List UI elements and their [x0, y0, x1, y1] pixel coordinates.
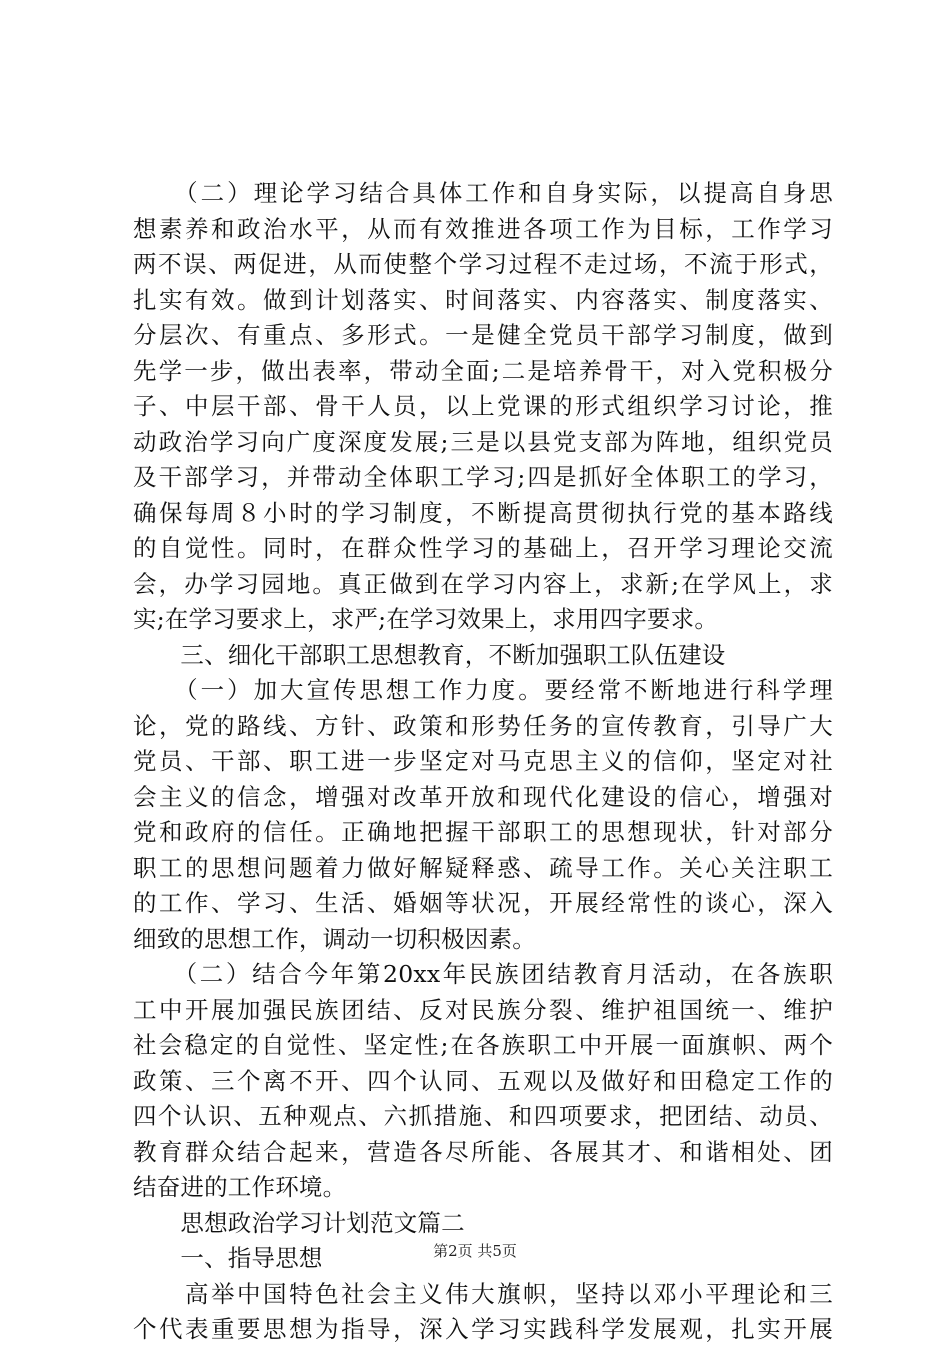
text-line: （一）加大宣传思想工作力度。要经常不断地进行科学理 [133, 676, 833, 704]
text-line: 一、指导思想 [133, 1244, 323, 1272]
text-line: 先学一步，做出表率，带动全面;二是培养骨干，对入党积极分 [133, 356, 833, 385]
text-line: 两不误、两促进，从而使整个学习过程不走过场，不流于形式， [133, 250, 833, 278]
text-line: 职工的思想问题着力做好解疑释惑、疏导工作。关心关注职工 [133, 853, 833, 882]
text-line: 三、细化干部职工思想教育，不断加强职工队伍建设 [133, 640, 726, 669]
text-line: （二）理论学习结合具体工作和自身实际，以提高自身思 [133, 179, 833, 207]
text-line: 党和政府的信任。正确地把握干部职工的思想现状，针对部分 [133, 818, 833, 846]
text-line: 实;在学习要求上，求严;在学习效果上，求用四字要求。 [133, 605, 719, 633]
text-line: 的自觉性。同时，在群众性学习的基础上，召开学习理论交流 [133, 534, 833, 562]
text-line: 政策、三个离不开、四个认同、五观以及做好和田稳定工作的 [133, 1066, 833, 1095]
text-line: 教育群众结合起来，营造各尽所能、各展其才、和谐相处、团 [133, 1137, 833, 1166]
text-line: 党员、干部、职工进一步坚定对马克思主义的信仰，坚定对社 [133, 747, 833, 775]
text-line: 结奋进的工作环境。 [133, 1173, 347, 1201]
text-line: 社会稳定的自觉性、坚定性;在各族职工中开展一面旗帜、两个 [133, 1031, 833, 1059]
text-line: 想素养和政治水平，从而有效推进各项工作为目标，工作学习 [133, 214, 833, 243]
text-line: 细致的思想工作，调动一切积极因素。 [133, 924, 536, 953]
text-line: 高举中国特色社会主义伟大旗帜，坚持以邓小平理论和三 [133, 1279, 833, 1308]
text-line: 会，办学习园地。真正做到在学习内容上，求新;在学风上，求 [133, 569, 833, 598]
text-line: 子、中层干部、骨干人员，以上党课的形式组织学习讨论，推 [133, 392, 833, 420]
text-line: 确保每周８小时的学习制度，不断提高贯彻执行党的基本路线 [133, 498, 833, 527]
text-line: 工中开展加强民族团结、反对民族分裂、维护祖国统一、维护 [133, 995, 833, 1024]
page-footer: 第2页 共5页 [433, 1242, 517, 1260]
text-line: 思想政治学习计划范文篇二 [133, 1208, 465, 1237]
text-line: （二）结合今年第20xx年民族团结教育月活动，在各族职 [133, 960, 833, 988]
text-line: 会主义的信念，增强对改革开放和现代化建设的信心，增强对 [133, 782, 833, 811]
text-line: 个代表重要思想为指导，深入学习实践科学发展观，扎实开展 [133, 1315, 833, 1343]
text-line: 及干部学习，并带动全体职工学习;四是抓好全体职工的学习， [133, 463, 833, 491]
text-line: 扎实有效。做到计划落实、时间落实、内容落实、制度落实、 [133, 285, 833, 314]
document-body [133, 176, 833, 1348]
text-line: 动政治学习向广度深度发展;三是以县党支部为阵地，组织党员 [133, 427, 833, 456]
text-line: 的工作、学习、生活、婚姻等状况，开展经常性的谈心，深入 [133, 889, 833, 917]
text-line: 论，党的路线、方针、政策和形势任务的宣传教育，引导广大 [133, 711, 833, 740]
text-line: 四个认识、五种观点、六抓措施、和四项要求，把团结、动员、 [133, 1102, 833, 1130]
text-line: 分层次、有重点、多形式。一是健全党员干部学习制度，做到 [133, 321, 833, 349]
